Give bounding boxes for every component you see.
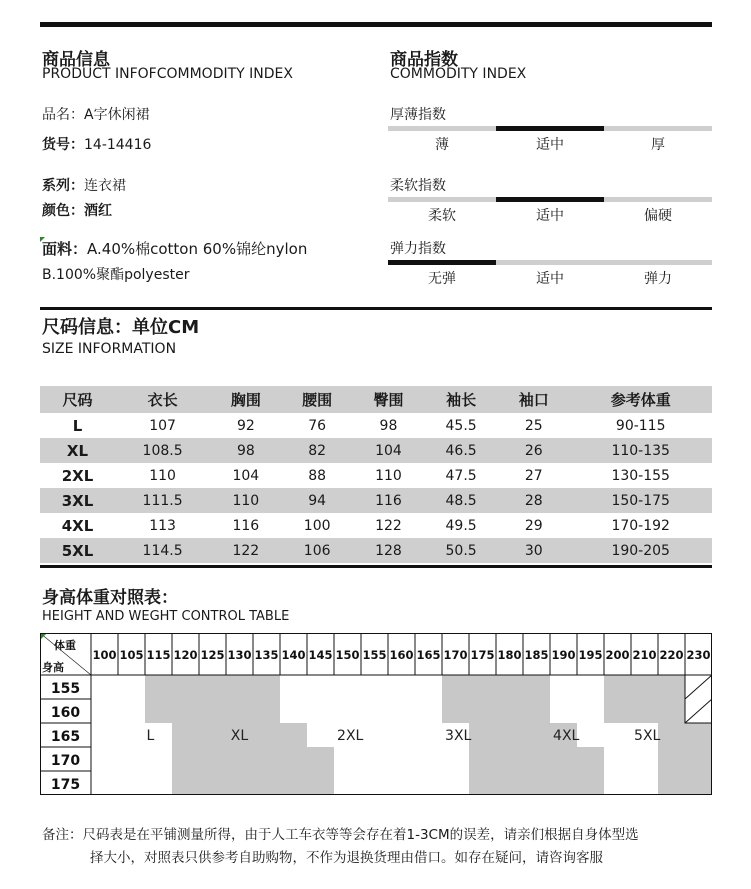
product-code bbox=[42, 134, 151, 154]
measure-cell: 104 bbox=[353, 438, 424, 463]
size-section-rule bbox=[40, 307, 712, 310]
scale-selected-marker bbox=[496, 126, 604, 131]
weight-value: 190 bbox=[551, 648, 576, 662]
product-fabric bbox=[42, 238, 307, 259]
zone-label: XL bbox=[230, 728, 249, 744]
product-color-label: 颜色： bbox=[42, 203, 84, 219]
measure-cell: 190-205 bbox=[569, 538, 712, 563]
weight-value: 165 bbox=[416, 648, 441, 662]
weight-value: 155 bbox=[362, 648, 387, 662]
size-table-header-cell: 腰围 bbox=[282, 386, 353, 413]
zone-label: 2XL bbox=[337, 728, 364, 744]
zone-label: 3XL bbox=[445, 728, 472, 744]
note-line-2: 择大小，对照表只供参考自助购物，不作为退换货理由借口。如存在疑问，请咨询客服 bbox=[90, 850, 603, 866]
measure-cell: 111.5 bbox=[115, 488, 210, 513]
scale-option: 薄 bbox=[435, 137, 449, 153]
measure-cell: 122 bbox=[375, 517, 402, 534]
measure-cell: 47.5 bbox=[445, 467, 477, 484]
scale-option: 偏硬 bbox=[644, 208, 672, 224]
product-info-subtitle: PRODUCT INFOFCOMMODITY INDEX bbox=[42, 66, 293, 82]
height-value: 170 bbox=[50, 753, 81, 769]
product-series-label: 系列： bbox=[42, 178, 84, 194]
table-row bbox=[40, 463, 712, 488]
top-rule bbox=[40, 22, 712, 27]
table-row bbox=[40, 438, 712, 463]
measure-cell: 48.5 bbox=[424, 488, 498, 513]
measure-cell: 106 bbox=[282, 538, 353, 563]
hw-table-grid bbox=[40, 633, 712, 795]
measure-cell: 49.5 bbox=[445, 517, 477, 534]
measure-cell: 128 bbox=[353, 538, 424, 563]
size-table-header-cell: 臀围 bbox=[353, 386, 424, 413]
scale-label: 柔软指数 bbox=[390, 178, 446, 194]
measure-cell: 98 bbox=[379, 417, 398, 434]
size-table bbox=[40, 386, 712, 563]
weight-value: 220 bbox=[659, 648, 684, 662]
measure-cell: 104 bbox=[232, 467, 260, 484]
scale-label: 厚薄指数 bbox=[390, 107, 446, 123]
scale-option: 适中 bbox=[536, 208, 564, 224]
table-row bbox=[40, 488, 712, 513]
note-line-1: 备注：尺码表是在平铺测量所得，由于人工车衣等等会存在着1-3CM的误差，请亲们根据自身体型选 bbox=[42, 827, 639, 843]
weight-value: 145 bbox=[308, 648, 333, 662]
scale-label: 弹力指数 bbox=[390, 241, 446, 257]
size-cell: XL bbox=[40, 438, 115, 463]
index-title: 商品指数 bbox=[390, 50, 458, 70]
measure-cell: 50.5 bbox=[424, 538, 498, 563]
measure-cell: 26 bbox=[498, 438, 569, 463]
measure-cell: 90-115 bbox=[615, 417, 666, 434]
size-table-header-cell: 袖长 bbox=[424, 386, 498, 413]
weight-value: 180 bbox=[497, 648, 522, 662]
size-table-bottom-rule bbox=[40, 565, 712, 568]
weight-value: 185 bbox=[524, 648, 549, 662]
weight-value: 100 bbox=[92, 648, 117, 662]
size-info-title: 尺码信息：单位CM bbox=[42, 317, 200, 338]
scale-option: 厚 bbox=[651, 137, 665, 153]
measure-cell: 110 bbox=[375, 467, 402, 484]
measure-cell: 116 bbox=[353, 488, 424, 513]
zone-label: 5XL bbox=[634, 728, 661, 744]
weight-value: 210 bbox=[632, 648, 657, 662]
size-cell: 2XL bbox=[61, 466, 94, 485]
product-code-value: 14-14416 bbox=[84, 137, 152, 153]
weight-value: 200 bbox=[605, 648, 630, 662]
weight-value: 125 bbox=[200, 648, 225, 662]
measure-cell: 170-192 bbox=[611, 517, 670, 534]
scale-option: 弹力 bbox=[644, 271, 672, 287]
measure-cell: 113 bbox=[149, 517, 176, 534]
product-name bbox=[42, 104, 150, 124]
product-info-title: 商品信息 bbox=[42, 50, 110, 70]
weight-value: 115 bbox=[146, 648, 171, 662]
size-cell: 4XL bbox=[61, 516, 94, 535]
weight-value: 170 bbox=[443, 648, 468, 662]
product-name-label: 品名： bbox=[42, 107, 84, 123]
measure-cell: 122 bbox=[210, 538, 281, 563]
weight-value: 160 bbox=[389, 648, 414, 662]
measure-cell: 100 bbox=[303, 517, 331, 534]
scale-track bbox=[388, 126, 712, 131]
measure-cell: 45.5 bbox=[445, 417, 477, 434]
product-fabric-value: A.40%棉cotton 60%锦纶nylon bbox=[87, 240, 308, 258]
size-table-header-cell: 胸围 bbox=[210, 386, 281, 413]
zone-label: 4XL bbox=[553, 728, 580, 744]
weight-value: 120 bbox=[173, 648, 198, 662]
size-table-header-cell: 尺码 bbox=[40, 386, 115, 413]
hw-table bbox=[40, 633, 712, 799]
product-color-value: 酒红 bbox=[84, 203, 112, 219]
height-value: 175 bbox=[50, 777, 81, 793]
measure-cell: 27 bbox=[524, 467, 543, 484]
product-code-label: 货号： bbox=[42, 137, 84, 153]
product-name-value: A字休闲裙 bbox=[84, 107, 150, 123]
scale-track bbox=[388, 197, 712, 202]
measure-cell: 116 bbox=[232, 517, 260, 534]
corner-height-label: 身高 bbox=[42, 661, 64, 674]
table-row bbox=[40, 513, 712, 538]
size-table-header bbox=[40, 386, 712, 413]
scale-option: 适中 bbox=[536, 271, 564, 287]
hatched-cell bbox=[685, 675, 712, 723]
measure-cell: 29 bbox=[524, 517, 543, 534]
measure-cell: 46.5 bbox=[424, 438, 498, 463]
hw-table-title: 身高体重对照表： bbox=[42, 588, 178, 608]
weight-value: 195 bbox=[578, 648, 603, 662]
weight-value: 130 bbox=[227, 648, 252, 662]
measure-cell: 88 bbox=[308, 467, 327, 484]
product-series bbox=[42, 175, 126, 195]
measure-cell: 25 bbox=[524, 417, 543, 434]
size-info-subtitle: SIZE INFORMATION bbox=[42, 341, 177, 357]
table-row bbox=[40, 538, 712, 563]
measure-cell: 107 bbox=[149, 417, 176, 434]
measure-cell: 150-175 bbox=[569, 488, 712, 513]
measure-cell: 98 bbox=[210, 438, 281, 463]
scale-option: 柔软 bbox=[428, 208, 456, 224]
product-fabric-line2: B.100%聚酯polyester bbox=[42, 267, 190, 283]
measure-cell: 110 bbox=[149, 467, 176, 484]
measure-cell: 108.5 bbox=[115, 438, 210, 463]
measure-cell: 130-155 bbox=[611, 467, 670, 484]
weight-value: 230 bbox=[686, 648, 711, 662]
scale-selected-marker bbox=[388, 260, 496, 265]
measure-cell: 28 bbox=[498, 488, 569, 513]
size-table-header-cell: 袖口 bbox=[498, 386, 569, 413]
height-value: 165 bbox=[50, 729, 81, 745]
size-table-header-cell: 衣长 bbox=[115, 386, 210, 413]
measure-cell: 110 bbox=[210, 488, 281, 513]
product-color bbox=[42, 200, 112, 220]
corner-weight-label: 体重 bbox=[54, 639, 76, 652]
size-table-header-cell: 参考体重 bbox=[569, 386, 712, 413]
measure-cell: 114.5 bbox=[115, 538, 210, 563]
weight-value: 135 bbox=[254, 648, 279, 662]
scale-option: 无弹 bbox=[428, 271, 456, 287]
product-series-value: 连衣裙 bbox=[84, 178, 126, 194]
measure-cell: 92 bbox=[236, 417, 255, 434]
measure-cell: 82 bbox=[282, 438, 353, 463]
size-cell: L bbox=[72, 416, 83, 435]
hw-table-subtitle: HEIGHT AND WEGHT CONTROL TABLE bbox=[42, 609, 290, 624]
height-value: 155 bbox=[50, 681, 81, 697]
zone-label: L bbox=[146, 728, 155, 744]
scale-track bbox=[388, 260, 712, 265]
measure-cell: 94 bbox=[282, 488, 353, 513]
index-subtitle: COMMODITY INDEX bbox=[390, 66, 527, 82]
measure-cell: 30 bbox=[498, 538, 569, 563]
measure-cell: 76 bbox=[308, 417, 327, 434]
measure-cell: 110-135 bbox=[569, 438, 712, 463]
scale-selected-marker bbox=[496, 197, 604, 202]
green-corner-mark bbox=[41, 634, 46, 639]
size-cell: 3XL bbox=[40, 488, 115, 513]
product-fabric-label: 面料： bbox=[42, 240, 88, 258]
height-value: 160 bbox=[50, 705, 81, 721]
weight-value: 175 bbox=[470, 648, 495, 662]
size-cell: 5XL bbox=[40, 538, 115, 563]
weight-value: 105 bbox=[119, 648, 144, 662]
weight-value: 140 bbox=[281, 648, 306, 662]
table-row bbox=[40, 413, 712, 438]
weight-value: 150 bbox=[335, 648, 360, 662]
scale-option: 适中 bbox=[536, 137, 564, 153]
